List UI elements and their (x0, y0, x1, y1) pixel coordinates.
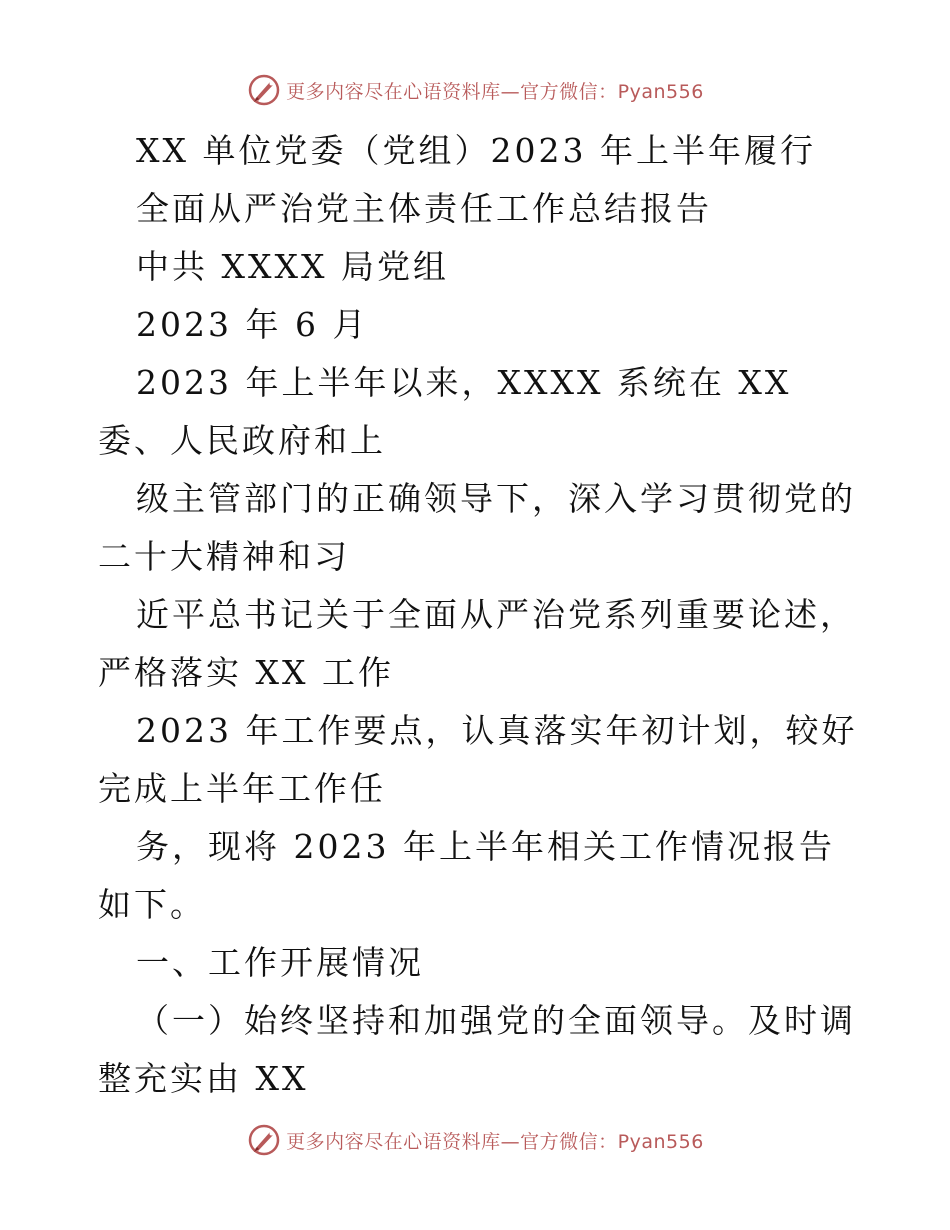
section-heading: 一、工作开展情况 (136, 943, 424, 982)
watermark-text: 更多内容尽在心语资料库—官方微信：Pyan556 (286, 1130, 704, 1153)
body-paragraph: （一）始终坚持和加强党的全面领导。及时调整充实由 XX (98, 1001, 856, 1098)
document-body (98, 122, 868, 1108)
pen-seal-icon (246, 72, 282, 108)
body-paragraph: 务，现将 2023 年上半年相关工作情况报告如下。 (98, 827, 835, 924)
issuer: 中共 XXXX 局党组 (136, 247, 449, 286)
footer-watermark (0, 1120, 950, 1160)
header-watermark (0, 70, 950, 110)
body-paragraph: 级主管部门的正确领导下，深入学习贯彻党的二十大精神和习 (98, 479, 856, 576)
body-paragraph: 2023 年上半年以来，XXXX 系统在 XX 委、人民政府和上 (98, 363, 792, 460)
watermark-text: 更多内容尽在心语资料库—官方微信：Pyan556 (286, 80, 704, 103)
body-paragraph: 近平总书记关于全面从严治党系列重要论述，严格落实 XX 工作 (98, 595, 856, 692)
pen-seal-icon (246, 1122, 282, 1158)
body-paragraph: 2023 年工作要点，认真落实年初计划，较好完成上半年工作任 (98, 711, 858, 808)
title-line-2: 全面从严治党主体责任工作总结报告 (136, 189, 712, 228)
date-line: 2023 年 6 月 (136, 305, 369, 344)
title-line-1: XX 单位党委（党组）2023 年上半年履行 (136, 131, 816, 170)
